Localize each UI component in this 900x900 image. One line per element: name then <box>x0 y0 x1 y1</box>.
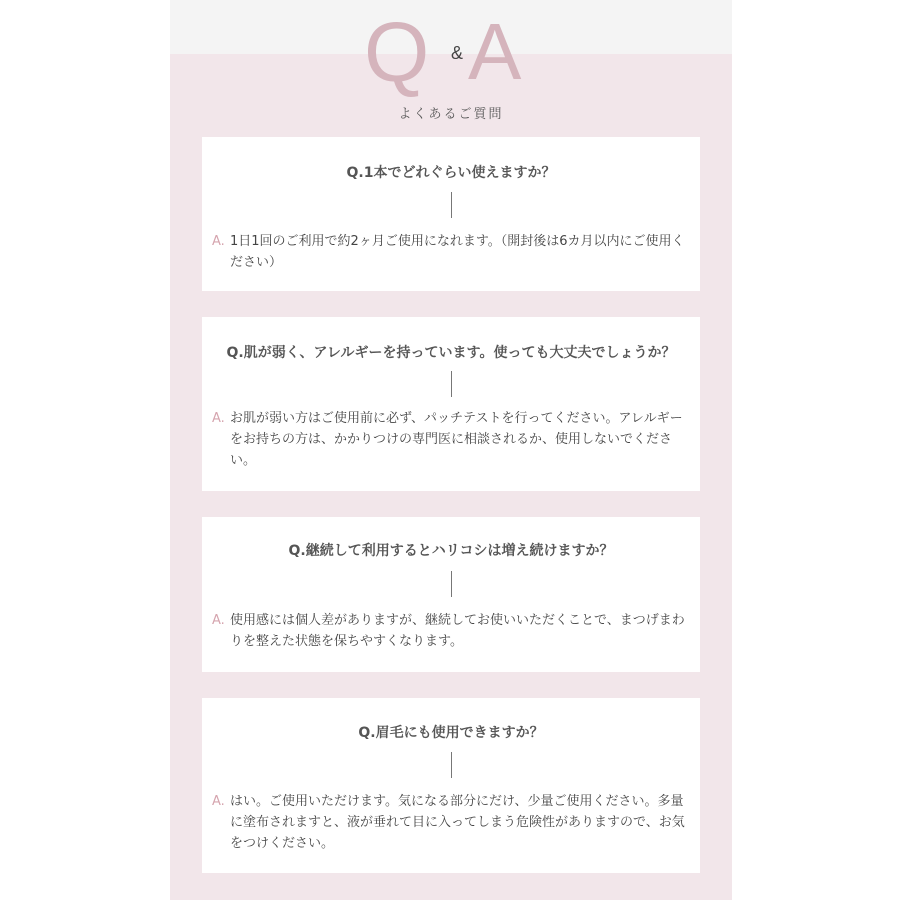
answer-prefix-1: A. <box>212 234 225 249</box>
answer-prefix-3: A. <box>212 613 225 628</box>
answer-prefix-4: A. <box>212 794 225 809</box>
faq-panel <box>170 0 732 900</box>
faq-card-3 <box>202 517 700 672</box>
answer-text-3: 使用感には個人差がありますが、継続してお使いいただくことで、まつげまわりを整えた状態を保ちやすくなります。 <box>230 613 685 649</box>
faq-card-4 <box>202 698 700 873</box>
answer-prefix-2: A. <box>212 411 225 426</box>
faq-question-2: Q.肌が弱く、アレルギーを持っています。使っても大丈夫でしょうか？ <box>226 345 676 361</box>
answer-text-4: はい。ご使用いただけます。気になる部分にだけ、少量ご使用ください。多量に塗布されますと、液が垂れて目に入ってしまう危険性がありますので、お気をつけください。 <box>230 794 685 851</box>
faq-card-1 <box>202 137 700 291</box>
answer-text-1: 1日1回のご利用で約2ヶ月ご使用になれます。（開封後は6カ月以内にご使用ください） <box>230 234 685 270</box>
page-subtitle: よくあるご質問 <box>398 107 504 122</box>
faq-divider-1 <box>451 192 452 218</box>
qa-logo <box>170 0 732 100</box>
faq-question-4: Q.眉毛にも使用できますか？ <box>358 725 544 741</box>
logo-ampersand: & <box>451 43 464 63</box>
faq-divider-2 <box>451 371 452 397</box>
answer-text-2: お肌が弱い方はご使用前に必ず、パッチテストを行ってください。アレルギーをお持ちの方は、かかりつけの専門医に相談されるか、使用しないでください。 <box>230 411 683 468</box>
faq-question-3: Q.継続して利用するとハリコシは増え続けますか？ <box>288 543 614 559</box>
logo-a: A <box>468 7 522 96</box>
faq-card-2 <box>202 317 700 491</box>
faq-divider-4 <box>451 752 452 778</box>
logo-q: Q <box>364 5 430 99</box>
faq-question-1: Q.1本でどれぐらい使えますか？ <box>346 165 556 181</box>
faq-divider-3 <box>451 571 452 597</box>
